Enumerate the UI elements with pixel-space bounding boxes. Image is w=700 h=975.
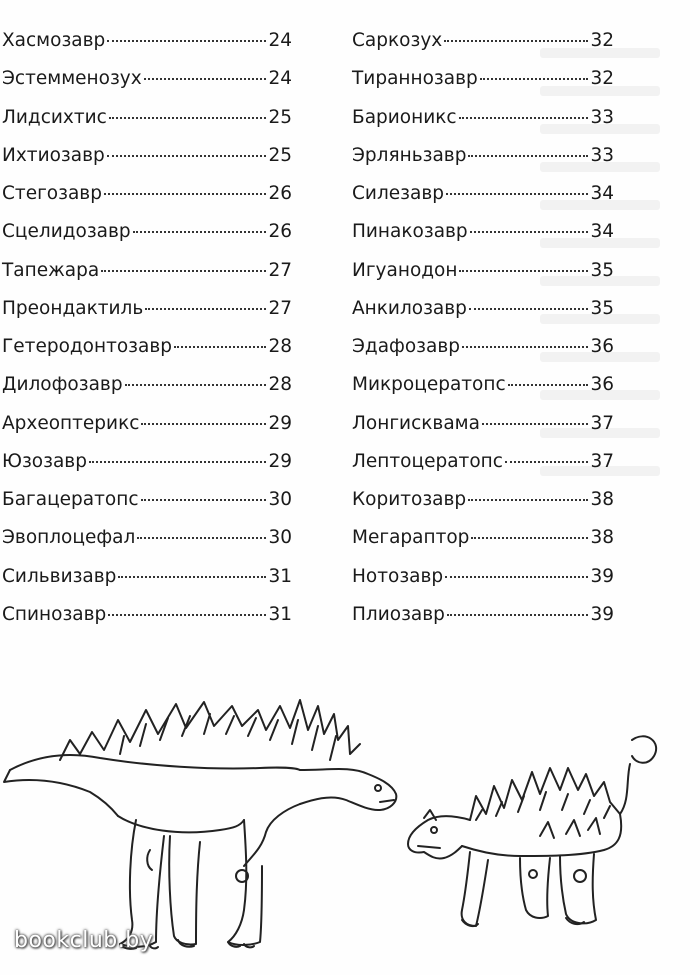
entry-page-number: 28: [268, 336, 292, 357]
entry-page-number: 31: [268, 603, 292, 625]
index-entry: [352, 141, 614, 179]
entry-page-number: 30: [268, 527, 292, 549]
entry-title: Багацератопс: [2, 489, 139, 510]
dot-leader: [470, 231, 589, 233]
entry-page-number: 25: [268, 106, 292, 128]
dot-leader: [108, 614, 266, 616]
index-entry: [352, 103, 614, 141]
entry-title: Эдафозавр: [352, 336, 461, 357]
index-entry: [2, 103, 292, 141]
entry-title: Преондактиль: [2, 297, 144, 319]
entry-title: Пинакозавр: [352, 221, 468, 243]
entry-title: Коритозавр: [352, 489, 467, 510]
dot-leader: [118, 576, 266, 578]
entry-page-number: 36: [590, 336, 614, 357]
entry-page-number: 25: [268, 144, 292, 166]
entry-page-number: 39: [590, 603, 614, 625]
dot-leader: [137, 537, 266, 539]
entry-page-number: 35: [590, 259, 614, 281]
index-entry: [2, 217, 292, 255]
entry-title: Лидсихтис: [2, 106, 107, 128]
entry-page-number: 26: [268, 183, 292, 204]
entry-title: Игуанодон: [352, 259, 458, 281]
entry-title: Археоптерикс: [2, 412, 140, 434]
entry-page-number: 37: [590, 412, 614, 434]
entry-title: Силезавр: [352, 183, 444, 204]
dot-leader: [133, 231, 267, 233]
entry-page-number: 32: [590, 68, 614, 90]
index-entry: [352, 26, 614, 64]
index-entry: [352, 485, 614, 523]
dot-leader: [459, 117, 589, 119]
dot-leader: [141, 499, 267, 501]
dot-leader: [144, 78, 267, 80]
entry-title: Эвоплоцефал: [2, 527, 136, 549]
sauropod-drawing: [4, 700, 396, 949]
index-entry: [352, 179, 614, 217]
entry-title: Плиозавр: [352, 603, 445, 625]
index-column-left: [2, 26, 292, 638]
index-entry: [352, 256, 614, 294]
entry-page-number: 34: [590, 221, 614, 243]
entry-page-number: 35: [590, 297, 614, 319]
entry-page-number: 26: [268, 221, 292, 243]
dot-leader: [174, 346, 266, 348]
entry-page-number: 27: [268, 259, 292, 281]
index-entry: [2, 332, 292, 370]
dot-leader: [480, 78, 589, 80]
index-entry: [352, 370, 614, 408]
dot-leader: [104, 193, 267, 195]
index-entry: [352, 600, 614, 638]
entry-page-number: 30: [268, 489, 292, 510]
dot-leader: [505, 461, 589, 463]
entry-page-number: 32: [590, 30, 614, 51]
index-entry: [2, 409, 292, 447]
index-entry: [352, 562, 614, 600]
entry-title: Микроцератопс: [352, 374, 506, 396]
dot-leader: [468, 499, 588, 501]
dot-leader: [107, 155, 267, 157]
entry-title: Дилофозавр: [2, 374, 123, 396]
entry-title: Нотозавр: [352, 565, 444, 587]
entry-title: Сцелидозавр: [2, 221, 131, 243]
dot-leader: [125, 384, 267, 386]
entry-title: Мегараптор: [352, 527, 470, 549]
entry-page-number: 28: [268, 374, 292, 396]
dot-leader: [445, 576, 588, 578]
index-entry: [2, 294, 292, 332]
dot-leader: [447, 614, 589, 616]
entry-title: Сильвизавр: [2, 565, 117, 587]
entry-page-number: 34: [590, 183, 614, 204]
index-entry: [352, 217, 614, 255]
entry-title: Тапежара: [2, 259, 100, 281]
entry-title: Эрляньзавр: [352, 144, 467, 166]
index-entry: [2, 447, 292, 485]
index-entry: [2, 370, 292, 408]
index-entry: [2, 141, 292, 179]
index-entry: [352, 294, 614, 332]
index-entry: [2, 600, 292, 638]
entry-title: Эстемменозух: [2, 68, 142, 90]
dot-leader: [468, 155, 588, 157]
entry-page-number: 36: [590, 374, 614, 396]
entry-page-number: 38: [590, 527, 614, 549]
entry-page-number: 39: [590, 565, 614, 587]
entry-title: Анкилозавр: [352, 297, 467, 319]
dot-leader: [459, 270, 588, 272]
dot-leader: [101, 270, 266, 272]
entry-page-number: 29: [268, 412, 292, 434]
entry-title: Стегозавр: [2, 183, 102, 204]
index-entry: [2, 485, 292, 523]
dot-leader: [89, 461, 267, 463]
entry-title: Ихтиозавр: [2, 144, 105, 166]
entry-page-number: 24: [268, 30, 292, 51]
dot-leader: [109, 117, 267, 119]
entry-page-number: 37: [590, 450, 614, 472]
index-entry: [2, 179, 292, 217]
entry-title: Гетеродонтозавр: [2, 336, 173, 357]
dot-leader: [469, 308, 589, 310]
entry-page-number: 24: [268, 68, 292, 90]
entry-page-number: 38: [590, 489, 614, 510]
index-entry: [2, 26, 292, 64]
watermark-text: bookclub.by: [14, 928, 154, 953]
index-column-right: [352, 26, 614, 638]
index-entry: [2, 562, 292, 600]
dot-leader: [482, 423, 589, 425]
dot-leader: [446, 193, 588, 195]
entry-title: Барионикс: [352, 106, 457, 128]
dot-leader: [444, 40, 588, 42]
entry-page-number: 27: [268, 297, 292, 319]
entry-title: Лептоцератопс: [352, 450, 503, 472]
dot-leader: [107, 40, 266, 42]
dot-leader: [471, 537, 588, 539]
entry-page-number: 31: [268, 565, 292, 587]
dot-leader: [145, 308, 266, 310]
index-entry: [352, 332, 614, 370]
dot-leader: [508, 384, 589, 386]
index-entry: [352, 409, 614, 447]
entry-page-number: 33: [590, 106, 614, 128]
entry-title: Юзозавр: [2, 450, 87, 472]
armored-dinosaur-drawing: [408, 736, 656, 926]
entry-page-number: 33: [590, 144, 614, 166]
index-entry: [2, 523, 292, 561]
index-entry: [352, 447, 614, 485]
index-entry: [352, 64, 614, 102]
index-entry: [352, 523, 614, 561]
entry-title: Спинозавр: [2, 603, 107, 625]
dot-leader: [141, 423, 266, 425]
entry-title: Хасмозавр: [2, 30, 106, 51]
index-entry: [2, 256, 292, 294]
entry-title: Лонгисквама: [352, 412, 480, 434]
entry-page-number: 29: [268, 450, 292, 472]
index-entry: [2, 64, 292, 102]
entry-title: Тираннозавр: [352, 68, 478, 90]
dot-leader: [462, 346, 588, 348]
entry-title: Саркозух: [352, 30, 443, 51]
